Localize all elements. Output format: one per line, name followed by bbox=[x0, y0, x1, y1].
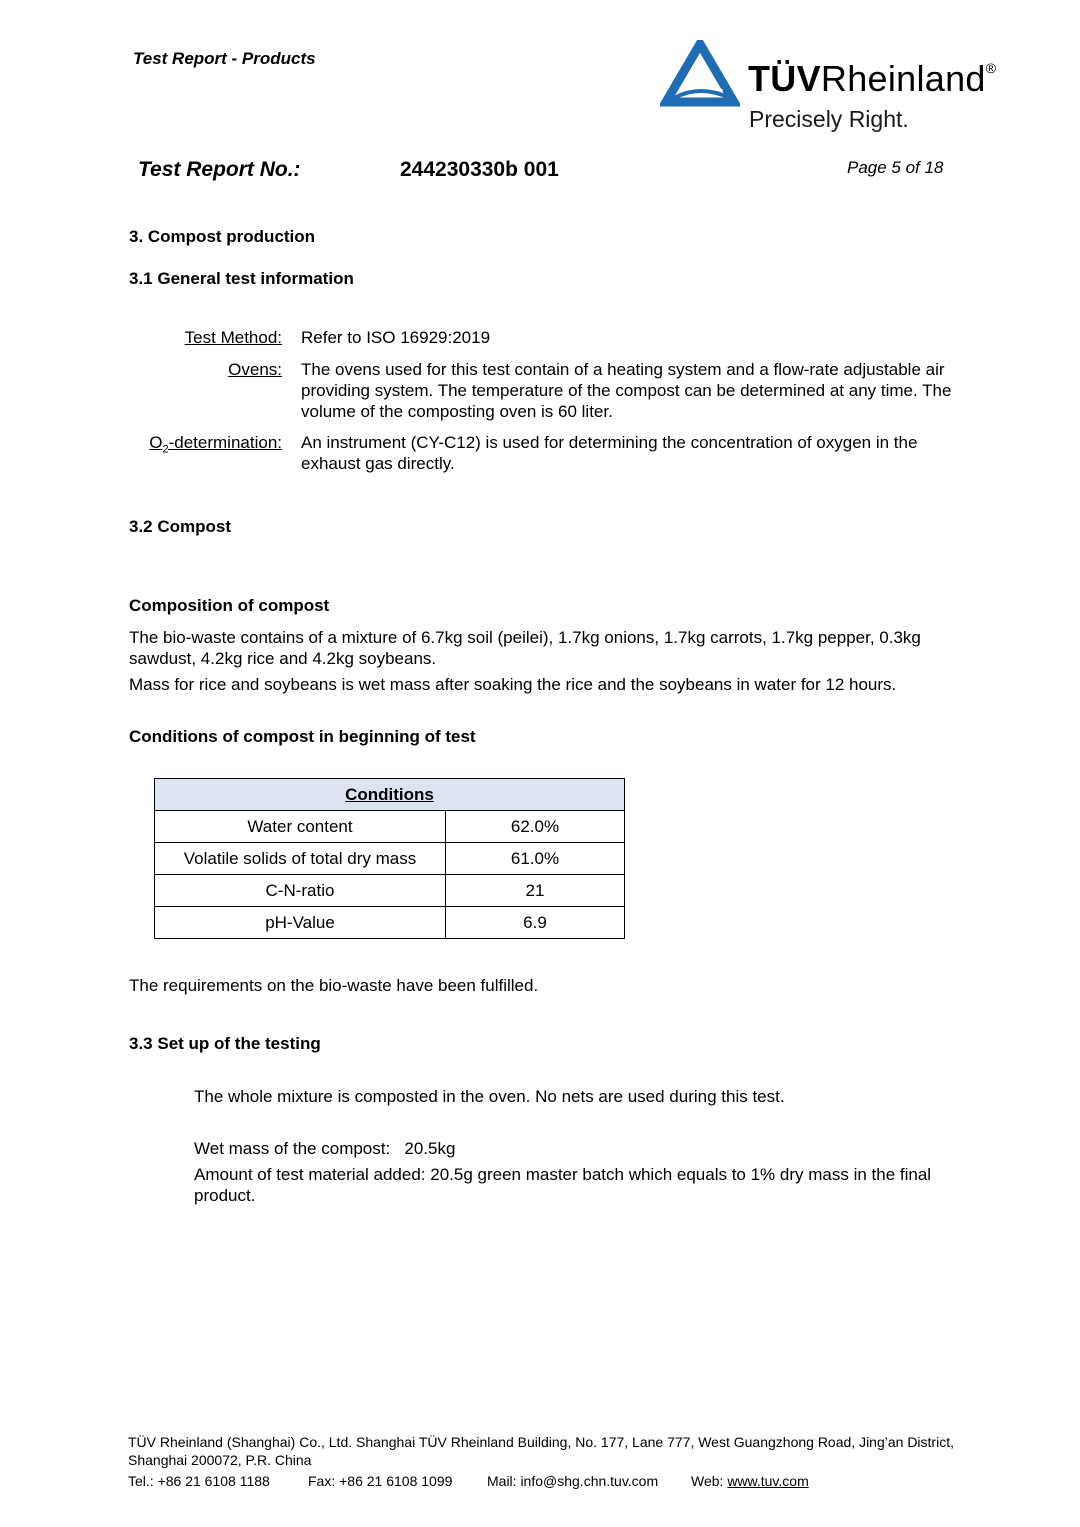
condition-name: Water content bbox=[155, 811, 446, 843]
footer-web bbox=[691, 1472, 809, 1490]
condition-name: Volatile solids of total dry mass bbox=[155, 843, 446, 875]
condition-value: 61.0% bbox=[446, 843, 625, 875]
requirements-statement: The requirements on the bio-waste have been fulfilled. bbox=[129, 976, 539, 995]
subsection-3-2-title: 3.2 Compost bbox=[129, 517, 232, 536]
footer-fax: Fax: +86 21 6108 1099 bbox=[308, 1473, 453, 1489]
condition-value: 21 bbox=[446, 875, 625, 907]
conditions-table bbox=[154, 778, 625, 939]
footer-tel: Tel.: +86 21 6108 1188 bbox=[128, 1473, 270, 1489]
test-method-label: Test Method: bbox=[184, 328, 282, 347]
o2-determination-label: $O_2$-determination: bbox=[149, 433, 282, 456]
triangle-logo-icon bbox=[660, 40, 740, 110]
page-number: Page 5 of 18 bbox=[847, 158, 944, 177]
table-row bbox=[155, 907, 625, 939]
conditions-title: Conditions of compost in beginning of test bbox=[129, 727, 476, 746]
condition-value: 62.0% bbox=[446, 811, 625, 843]
table-row bbox=[155, 811, 625, 843]
ovens-label: Ovens: bbox=[228, 360, 282, 379]
footer-web-link[interactable]: www.tuv.com bbox=[727, 1473, 809, 1489]
wet-mass-statement: Wet mass of the compost: 20.5kg bbox=[194, 1139, 456, 1158]
footer-mail: Mail: info@shg.chn.tuv.com bbox=[487, 1473, 659, 1489]
composition-title: Composition of compost bbox=[129, 596, 330, 615]
document-type: Test Report - Products bbox=[133, 49, 316, 68]
condition-name: pH-Value bbox=[155, 907, 446, 939]
setup-paragraph: The whole mixture is composted in the oven. No nets are used during this test. bbox=[194, 1087, 785, 1106]
table-row bbox=[155, 843, 625, 875]
brand-tagline: Precisely Right. bbox=[749, 106, 909, 132]
subsection-3-1-title: 3.1 General test information bbox=[129, 269, 354, 288]
ovens-value: The ovens used for this test contain of a heating system and a flow-rate adjustable air providing system. The temperature of the compost can be determined at any time. The volume of the composting oven is 60 liter. bbox=[301, 360, 952, 421]
section-title: 3. Compost production bbox=[129, 227, 316, 246]
composition-paragraph-1: The bio-waste contains of a mixture of 6.7kg soil (peilei), 1.7kg onions, 1.7kg carrots, 1.7kg pepper, 0.3kg sawdust, 4.2kg rice and 4.2kg soybeans. bbox=[129, 628, 921, 668]
report-number: 244230330b 001 bbox=[400, 158, 559, 181]
table-row bbox=[155, 875, 625, 907]
o2-determination-value: An instrument (CY-C12) is used for determining the concentration of oxygen in the exhaust gas directly. bbox=[301, 433, 918, 473]
test-material-statement: Amount of test material added: 20.5g green master batch which equals to 1% dry mass in the final product. bbox=[194, 1165, 932, 1205]
composition-paragraph-2: Mass for rice and soybeans is wet mass after soaking the rice and the soybeans in water for 12 hours. bbox=[129, 675, 897, 694]
footer-address: TÜV Rheinland (Shanghai) Co., Ltd. Shanghai TÜV Rheinland Building, No. 177, Lane 777, West Guangzhong Road, Jing’an District, Shanghai 200072, P.R. China bbox=[128, 1434, 954, 1468]
condition-name: C-N-ratio bbox=[155, 875, 446, 907]
test-method-value: Refer to ISO 16929:2019 bbox=[301, 328, 491, 347]
condition-value: 6.9 bbox=[446, 907, 625, 939]
footer-web-label: Web: bbox=[691, 1473, 728, 1489]
conditions-table-header: Conditions bbox=[155, 779, 625, 811]
subsection-3-3-title: 3.3 Set up of the testing bbox=[129, 1034, 321, 1053]
brand-name: TÜVRheinland® bbox=[748, 58, 997, 99]
report-number-label: Test Report No.: bbox=[138, 158, 301, 181]
